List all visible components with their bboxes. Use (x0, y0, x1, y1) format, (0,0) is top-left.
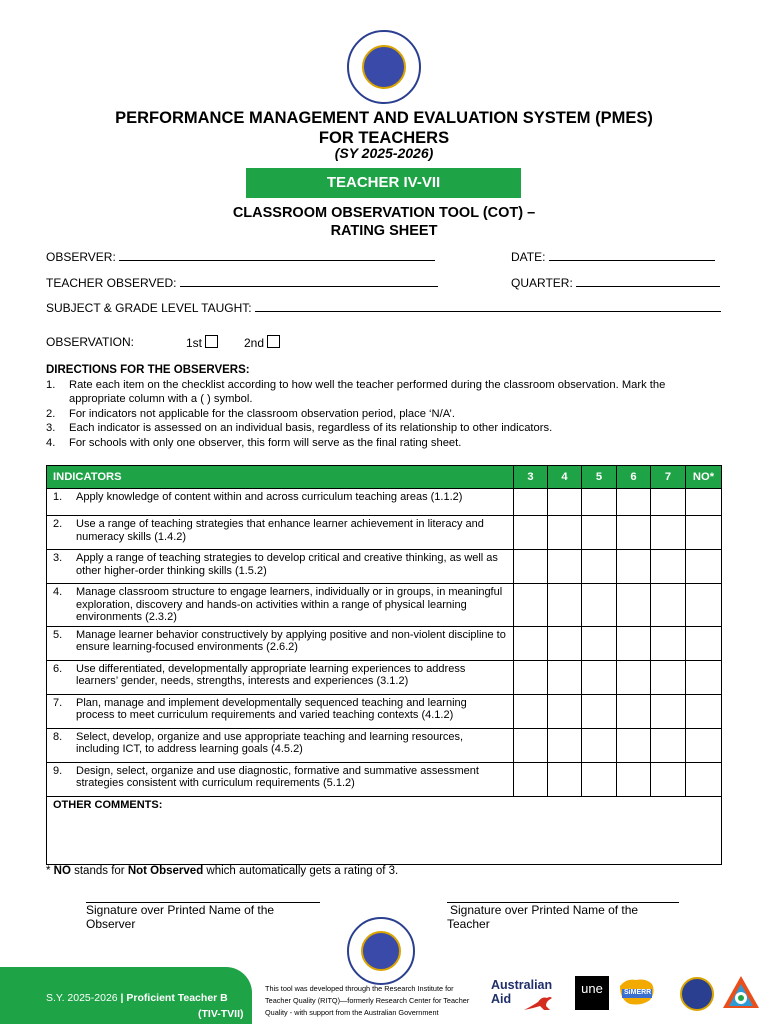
rating-cell[interactable] (548, 626, 582, 660)
table-row (47, 694, 722, 728)
deped-seal-top (347, 30, 421, 104)
rating-cell[interactable] (514, 762, 548, 796)
indicators-table (46, 465, 722, 865)
footer-school-year: S.Y. 2025-2026 | Proficient Teacher B (46, 992, 228, 1004)
observer-field[interactable] (46, 250, 435, 264)
rating-cell[interactable] (686, 550, 722, 584)
direction-item: 3. Each indicator is assessed on an individual basis, regardless of its relationship to other indicators. (46, 422, 553, 434)
subject-field[interactable] (46, 301, 721, 315)
observer-label: OBSERVER: (46, 250, 116, 264)
comments-row[interactable] (47, 796, 722, 864)
rating-cell[interactable] (582, 694, 617, 728)
rating-cell[interactable] (548, 550, 582, 584)
rating-cell[interactable] (617, 584, 651, 627)
title-line-2: FOR TEACHERS (318, 129, 450, 147)
second-label: 2nd (244, 336, 265, 350)
footer-teacher-range: (TIV-TVII) (198, 1008, 244, 1020)
table-row (47, 660, 722, 694)
indicator-cell: 8. Select, develop, organize and use appropriate teaching and learning resources, including ICT, to address learning goals (4.5.2) (47, 728, 514, 762)
rating-cell[interactable] (651, 516, 686, 550)
rating-cell[interactable] (617, 762, 651, 796)
quarter-label: QUARTER: (511, 276, 573, 290)
teacher-observed-label: TEACHER OBSERVED: (46, 276, 177, 290)
column-header-3: 3 (514, 466, 548, 489)
directions (46, 363, 726, 450)
table-row (47, 584, 722, 627)
table-row (47, 516, 722, 550)
subtitle-line-2: RATING SHEET (330, 223, 438, 239)
rating-cell[interactable] (686, 516, 722, 550)
rating-cell[interactable] (582, 626, 617, 660)
direction-item: 1. Rate each item on the checklist according to how well the teacher performed during the classroom observation. Mark the appropriate column with a ( ) symbol. (46, 378, 666, 405)
first-label: 1st (186, 336, 203, 350)
rating-cell[interactable] (651, 550, 686, 584)
rating-cell[interactable] (548, 516, 582, 550)
rating-cell[interactable] (686, 694, 722, 728)
table-row (47, 626, 722, 660)
form-subtitle (0, 204, 768, 240)
rating-cell[interactable] (514, 516, 548, 550)
column-header-indicators: INDICATORS (47, 466, 514, 489)
column-header-5: 5 (582, 466, 617, 489)
institution-seal-icon (680, 977, 714, 1011)
deped-seal-bottom (347, 917, 415, 985)
rating-cell[interactable] (651, 694, 686, 728)
rating-cell[interactable] (686, 584, 722, 627)
rating-cell[interactable] (686, 489, 722, 516)
quarter-field[interactable] (511, 276, 720, 290)
column-header-7: 7 (651, 466, 686, 489)
rating-cell[interactable] (514, 626, 548, 660)
rating-cell[interactable] (617, 489, 651, 516)
first-checkbox[interactable] (205, 335, 218, 348)
teacher-signature-label: Signature over Printed Name of the Teacher (447, 903, 639, 931)
second-checkbox[interactable] (267, 335, 280, 348)
quarter-line[interactable] (576, 276, 720, 287)
rating-cell[interactable] (548, 694, 582, 728)
observation-label: OBSERVATION: (46, 335, 135, 349)
indicator-cell: 5. Manage learner behavior constructively by applying positive and non-violent discipline to ensure learning-focused environments (2.6.2) (47, 626, 514, 660)
teacher-level-banner: TEACHER IV-VII (246, 168, 521, 198)
rating-cell[interactable] (514, 584, 548, 627)
other-comments-label: OTHER COMMENTS: (53, 798, 163, 811)
observer-signature[interactable] (86, 902, 320, 931)
indicator-cell: 4. Manage classroom structure to engage learners, individually or in groups, in meaningful exploration, discovery and hands-on activities within a range of physical learning environments (2.3.2) (47, 584, 514, 627)
rating-cell[interactable] (686, 660, 722, 694)
indicator-cell: 3. Apply a range of teaching strategies to develop critical and creative thinking, as well as other higher-order thinking skills (1.5.2) (47, 550, 514, 584)
observation-field (46, 335, 134, 349)
observer-signature-label: Signature over Printed Name of the Observer (86, 903, 275, 931)
indicator-cell: 2. Use a range of teaching strategies that enhance learner achievement in literacy and numeracy skills (1.4.2) (47, 516, 514, 550)
other-comments-cell[interactable] (47, 796, 722, 864)
simerr-label: SiMERR (624, 989, 652, 996)
column-header-not-observed: NO* (686, 466, 722, 489)
rating-cell[interactable] (651, 728, 686, 762)
rating-cell[interactable] (582, 516, 617, 550)
direction-item: 4. For schools with only one observer, this form will serve as the final rating sheet. (46, 436, 462, 449)
teacher-signature[interactable] (447, 902, 679, 931)
table-row (47, 762, 722, 796)
australian-aid-logo: Australian Aid (491, 978, 553, 1006)
first-observation-option[interactable] (186, 335, 218, 350)
rating-cell[interactable] (582, 584, 617, 627)
indicator-cell: 7. Plan, manage and implement developmentally sequenced teaching and learning process to meet curriculum requirements and varied teaching contexts (4.1.2) (47, 694, 514, 728)
teacher-observed-field[interactable] (46, 276, 438, 290)
page-title (0, 108, 768, 148)
rating-cell[interactable] (651, 584, 686, 627)
indicator-cell: 6. Use differentiated, developmentally appropriate learning experiences to address learners’ gender, needs, strengths, interests and experiences (3.1.2) (47, 660, 514, 694)
rating-cell[interactable] (617, 694, 651, 728)
rating-cell[interactable] (582, 762, 617, 796)
indicator-cell: 9. Design, select, organize and use diagnostic, formative and summative assessment strategies consistent with curriculum requirements (5.1.2) (47, 762, 514, 796)
title-line-1: PERFORMANCE MANAGEMENT AND EVALUATION SYSTEM (PMES) (115, 109, 653, 127)
observer-line[interactable] (119, 250, 435, 261)
rating-cell[interactable] (651, 762, 686, 796)
teacher-observed-line[interactable] (180, 276, 438, 287)
rating-cell[interactable] (582, 728, 617, 762)
une-logo: une (575, 976, 609, 1010)
not-observed-note: * NO stands for Not Observed which automatically gets a rating of 3. (46, 865, 399, 877)
direction-item: 2. For indicators not applicable for the classroom observation period, place ‘N/A’. (46, 407, 455, 420)
date-label: DATE: (511, 250, 546, 264)
kangaroo-icon (522, 994, 558, 1012)
rating-cell[interactable] (686, 626, 722, 660)
directions-heading: DIRECTIONS FOR THE OBSERVERS: (46, 364, 250, 376)
table-row (47, 728, 722, 762)
rating-cell[interactable] (582, 660, 617, 694)
school-year: (SY 2025-2026) (334, 145, 434, 161)
rating-cell[interactable] (514, 660, 548, 694)
rating-cell[interactable] (582, 489, 617, 516)
second-observation-option[interactable] (244, 335, 280, 350)
rating-cell[interactable] (548, 728, 582, 762)
rating-cell[interactable] (514, 550, 548, 584)
subject-label: SUBJECT & GRADE LEVEL TAUGHT: (46, 301, 252, 315)
footer-credit: This tool was developed through the Research Institute for Teacher Quality (RITQ)—formerly Research Center for Teacher Quality - with support from the Australian Government (265, 984, 470, 1017)
seal-emblem-icon (361, 931, 401, 971)
indicator-cell: 1. Apply knowledge of content within and across curriculum teaching areas (1.1.2) (47, 489, 514, 516)
rating-cell[interactable] (582, 550, 617, 584)
rating-cell[interactable] (617, 516, 651, 550)
rating-cell[interactable] (548, 489, 582, 516)
rating-cell[interactable] (651, 660, 686, 694)
rating-cell[interactable] (548, 762, 582, 796)
rating-cell[interactable] (548, 660, 582, 694)
rating-cell[interactable] (651, 626, 686, 660)
rating-cell[interactable] (686, 728, 722, 762)
rating-cell[interactable] (548, 584, 582, 627)
rating-cell[interactable] (514, 728, 548, 762)
table-row (47, 550, 722, 584)
column-header-6: 6 (617, 466, 651, 489)
rating-cell[interactable] (514, 489, 548, 516)
rating-cell[interactable] (617, 550, 651, 584)
rating-cell[interactable] (686, 762, 722, 796)
rating-cell[interactable] (617, 728, 651, 762)
rating-cell[interactable] (617, 660, 651, 694)
seal-emblem-icon (362, 45, 406, 89)
ritq-logo-icon (721, 974, 761, 1010)
table-header-row (47, 466, 722, 489)
simerr-logo (616, 976, 658, 1010)
table-row (47, 489, 722, 516)
date-line[interactable] (549, 250, 715, 261)
subtitle-line-1: CLASSROOM OBSERVATION TOOL (COT) – (232, 205, 536, 221)
date-field[interactable] (511, 250, 715, 264)
column-header-4: 4 (548, 466, 582, 489)
rating-cell[interactable] (514, 694, 548, 728)
subject-line[interactable] (255, 301, 721, 312)
rating-cell[interactable] (617, 626, 651, 660)
rating-cell[interactable] (651, 489, 686, 516)
